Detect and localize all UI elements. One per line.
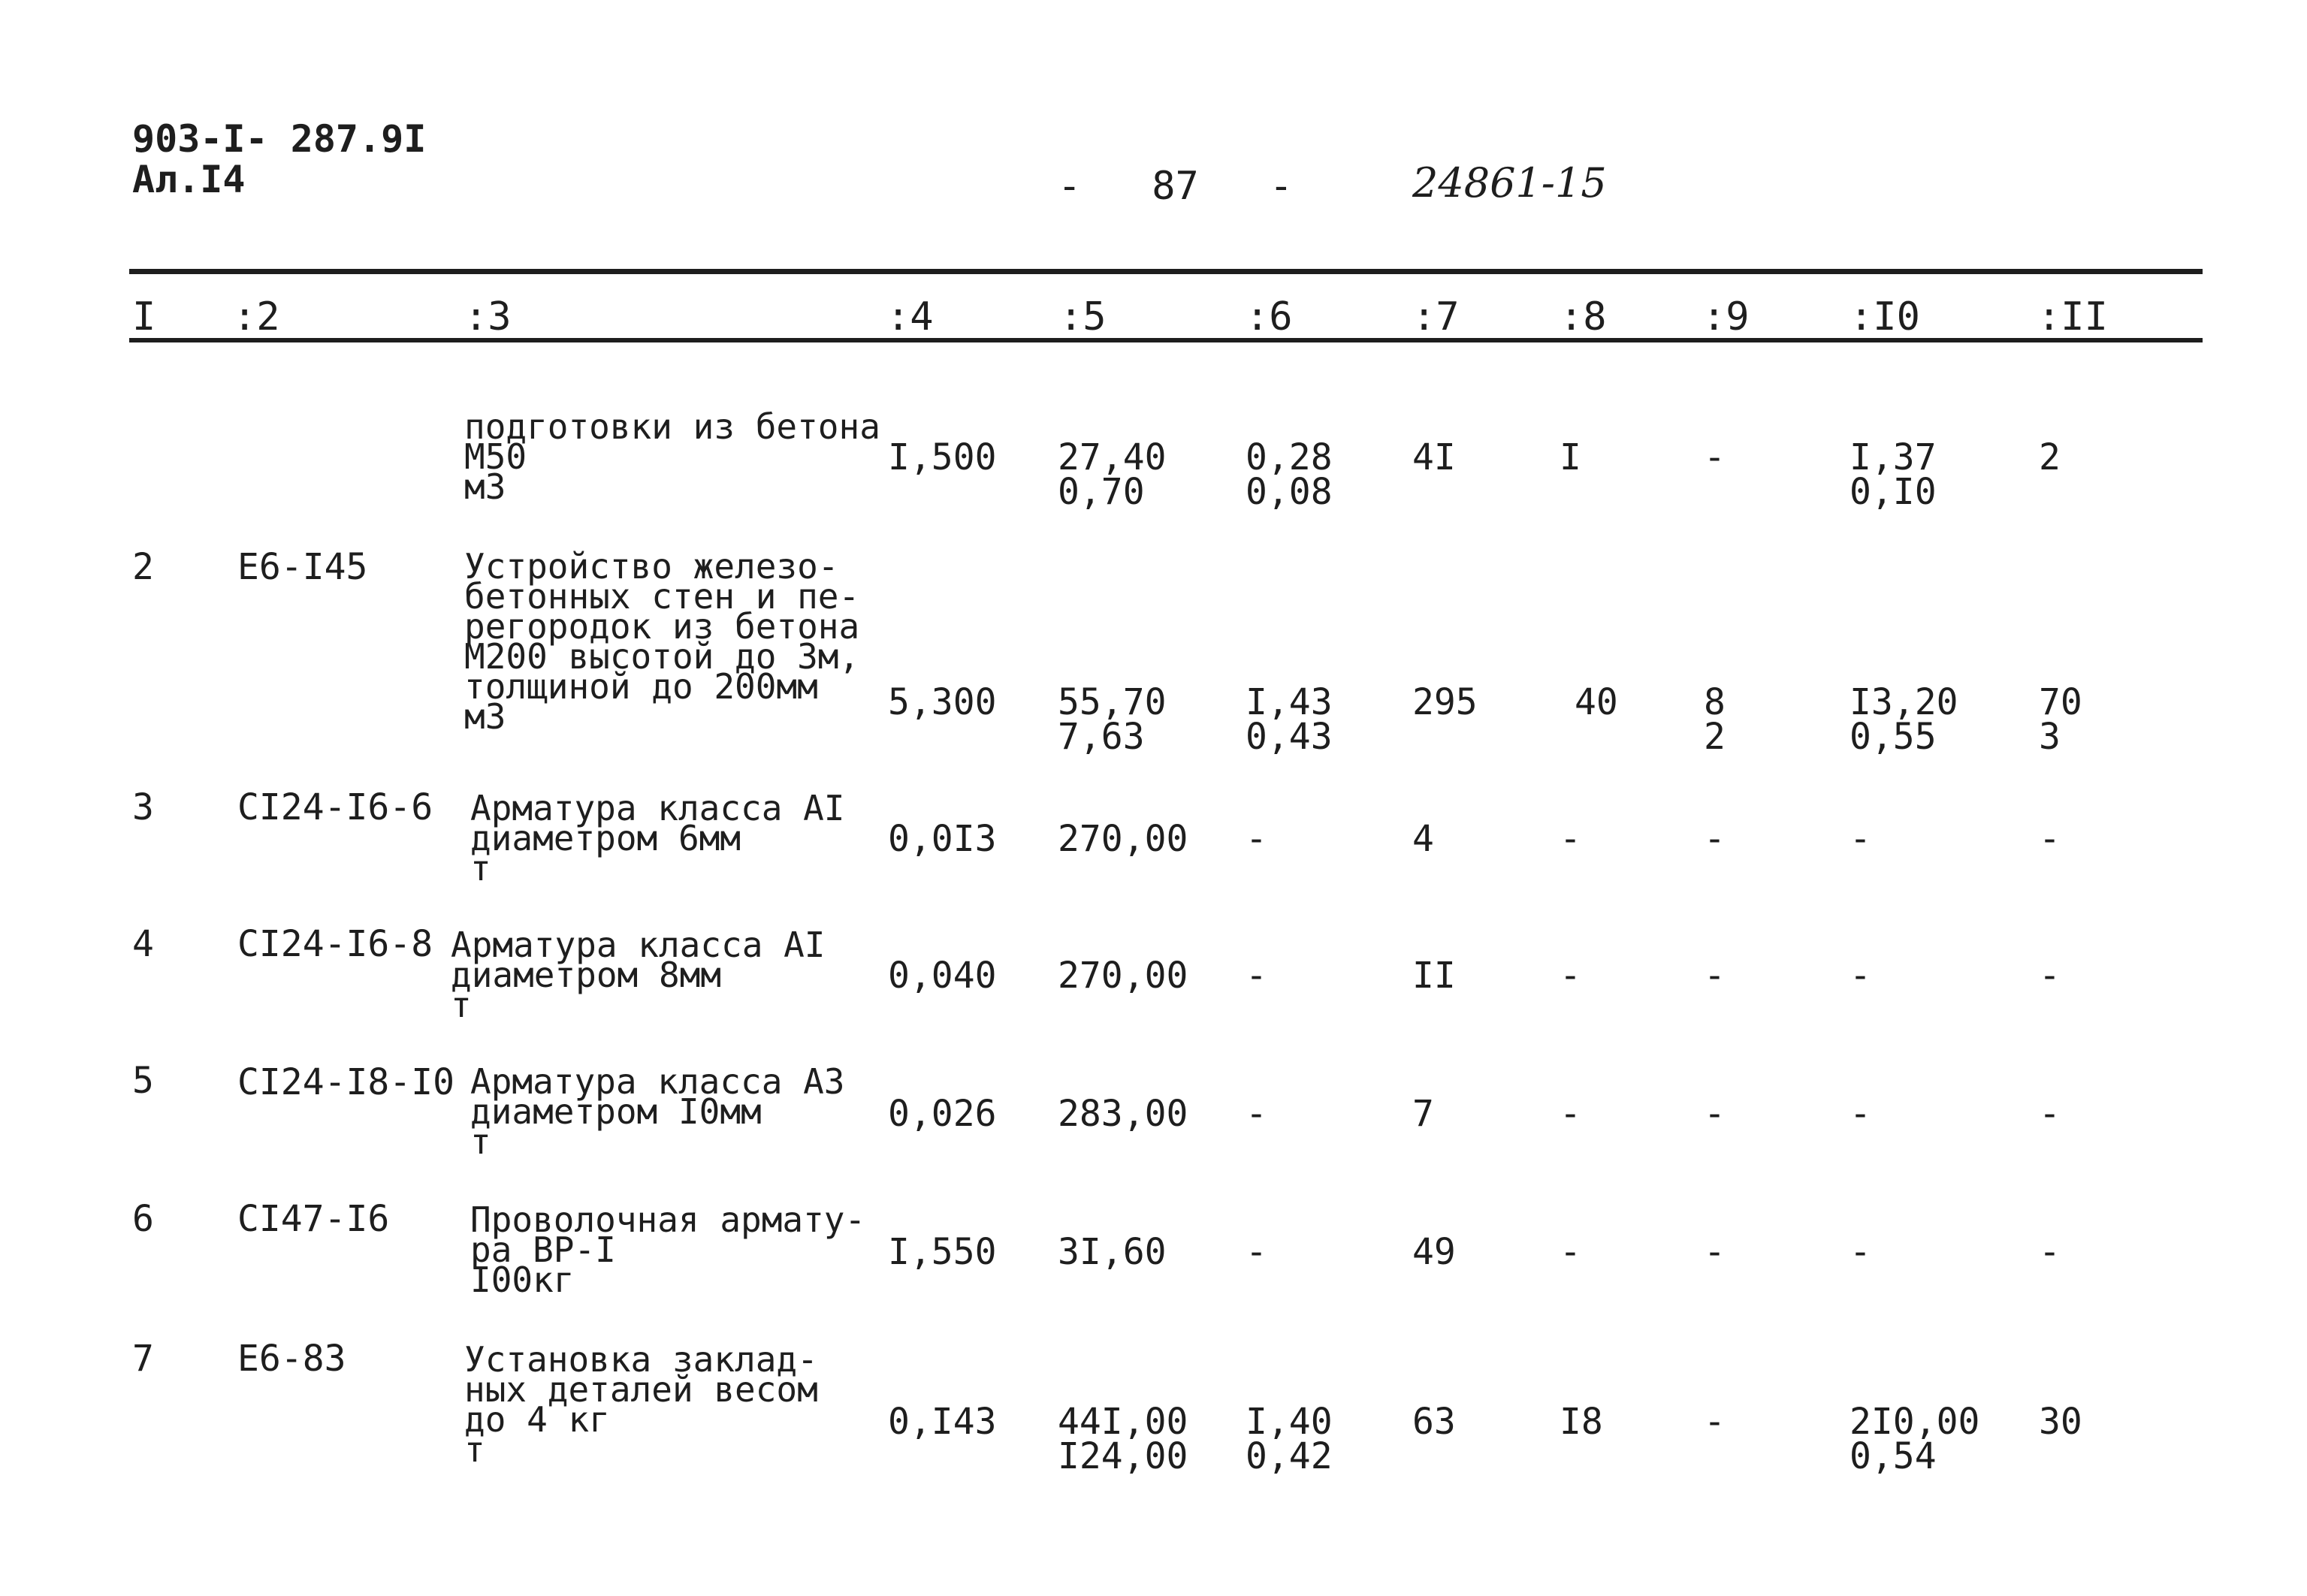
row-5-col7: 7 [1412,1093,1434,1135]
row-4-code: СI24-I6-8 [237,923,433,965]
row-4-col9: - [1704,955,1726,997]
row-6-name: Проволочная армату- ра ВР-I I00кг [470,1199,866,1300]
row-6-col11: - [2039,1231,2061,1273]
column-header-2: :2 [233,294,280,339]
row-2-col7: 295 [1412,681,1478,723]
row-7-num: 7 [132,1338,154,1380]
row-1-col10: I,37 0,I0 [1850,436,1937,513]
row-6-num: 6 [132,1198,154,1240]
row-6-col10: - [1850,1231,1871,1273]
row-5-num: 5 [132,1060,154,1102]
column-header-3: :3 [464,294,512,339]
row-5-col6: - [1246,1093,1267,1135]
row-6-col5: 3I,60 [1058,1231,1167,1273]
row-4-col11: - [2039,955,2061,997]
page-number: - 87 - [1058,164,1294,209]
row-2-col6: I,43 0,43 [1246,681,1333,758]
row-5-col9: - [1704,1093,1726,1135]
row-3-name: Арматура класса АI диаметром 6мм т [470,788,845,889]
row-2-col10: I3,20 0,55 [1850,681,1958,758]
row-5-qty: 0,026 [888,1093,997,1135]
row-3-col9: - [1704,818,1726,860]
row-7-col8: I8 [1560,1401,1603,1443]
document-code: 903-I- 287.9I [132,117,427,161]
row-6-col9: - [1704,1231,1726,1273]
row-5-col8: - [1560,1093,1581,1135]
row-4-qty: 0,040 [888,955,997,997]
row-1-col5: 27,40 0,70 [1058,436,1167,513]
row-6-code: СI47-I6 [237,1198,390,1240]
row-5-col5: 283,00 [1058,1093,1188,1135]
archive-number: 24861-15 [1412,159,1607,207]
column-header-7: :7 [1412,294,1460,339]
column-header-5: :5 [1059,294,1107,339]
row-7-col6: I,40 0,42 [1246,1401,1333,1477]
column-header-1: I [132,294,156,339]
row-3-col6: - [1246,818,1267,860]
row-5-code: СI24-I8-I0 [237,1061,454,1103]
row-7-code: Е6-83 [237,1338,346,1380]
row-6-col8: - [1560,1231,1581,1273]
row-1-col7: 4I [1412,436,1456,478]
row-6-qty: I,550 [888,1231,997,1273]
column-header-9: :9 [1702,294,1750,339]
row-2-num: 2 [132,546,154,588]
row-2-qty: 5,300 [888,681,997,723]
row-6-col7: 49 [1412,1231,1456,1273]
row-3-col7: 4 [1412,818,1434,860]
row-4-col5: 270,00 [1058,955,1188,997]
row-2-col5: 55,70 7,63 [1058,681,1167,758]
row-3-col11: - [2039,818,2061,860]
row-7-col5: 44I,00 I24,00 [1058,1401,1188,1477]
row-6-col6: - [1246,1231,1267,1273]
row-3-num: 3 [132,786,154,828]
row-3-col8: - [1560,818,1581,860]
row-1-col8: I [1560,436,1581,478]
row-5-name: Арматура класса А3 диаметром I0мм т [470,1061,845,1162]
document-header [132,119,426,200]
row-4-col10: - [1850,955,1871,997]
row-7-col11: 30 [2039,1401,2082,1443]
row-5-col10: - [1850,1093,1871,1135]
row-2-col9: 8 2 [1704,681,1726,758]
row-1-col11: 2 [2039,436,2061,478]
row-7-name: Установка заклад- ных деталей весом до 4 кг т [464,1339,818,1470]
column-header-11: :II [2037,294,2108,339]
row-4-col6: - [1246,955,1267,997]
row-1-col6: 0,28 0,08 [1246,436,1333,513]
row-4-num: 4 [132,923,154,965]
row-4-name: Арматура класса АI диаметром 8мм т [451,925,826,1025]
column-header-10: :I0 [1850,294,1920,339]
table-top-rule [129,269,2203,274]
row-3-col10: - [1850,818,1871,860]
row-3-code: СI24-I6-6 [237,786,433,828]
row-2-code: Е6-I45 [237,546,368,588]
row-1-col9: - [1704,436,1726,478]
row-2-name: Устройство железо- бетонных стен и пе- регородок из бетона М200 высотой до 3м, толщиной до 200мм м3 [464,546,860,737]
column-header-6: :6 [1246,294,1293,339]
row-7-qty: 0,I43 [888,1401,997,1443]
row-7-col7: 63 [1412,1401,1456,1443]
row-4-col7: II [1412,955,1456,997]
row-3-qty: 0,0I3 [888,818,997,860]
row-1-name: подготовки из бетона М50 м3 [464,406,880,507]
album-number: Ал.I4 [132,158,246,201]
column-header-4: :4 [886,294,934,339]
row-5-col11: - [2039,1093,2061,1135]
row-7-col9: - [1704,1401,1726,1443]
row-4-col8: - [1560,955,1581,997]
row-2-col8: 40 [1575,681,1618,723]
column-header-8: :8 [1560,294,1607,339]
row-1-qty: I,500 [888,436,997,478]
row-7-col10: 2I0,00 0,54 [1850,1401,1980,1477]
row-3-col5: 270,00 [1058,818,1188,860]
row-2-col11: 70 3 [2039,681,2082,758]
